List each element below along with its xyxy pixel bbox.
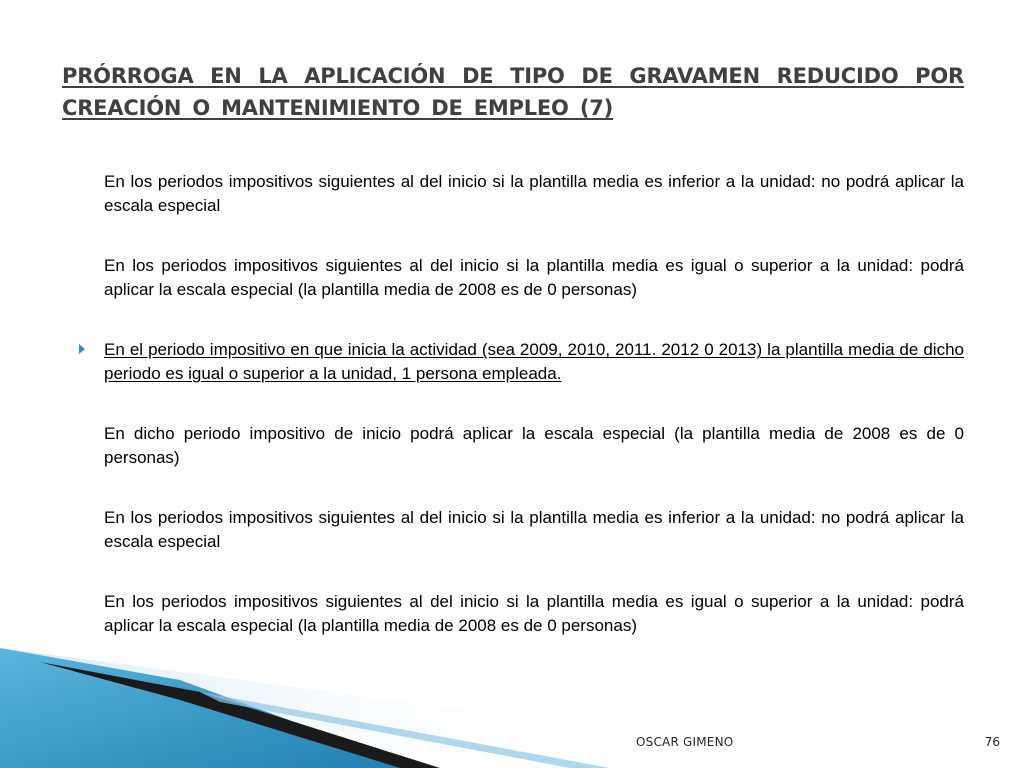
footer-page-number: 76 [984, 735, 1000, 749]
slide-body [104, 170, 964, 674]
paragraph-4 [104, 422, 964, 470]
footer-author: OSCAR GIMENO [636, 735, 734, 749]
paragraph-text: En los periodos impositivos siguientes al del inicio si la plantilla media es inferior a la unidad: no podrá aplicar la escala especial [104, 172, 964, 215]
arrow-bullet-icon [76, 339, 90, 359]
paragraph-text: En los periodos impositivos siguientes al del inicio si la plantilla media es igual o superior a la unidad: podrá aplicar la escala especial (la plantilla media de 2008 es de 0 personas) [104, 592, 964, 635]
paragraph-text: En los periodos impositivos siguientes al del inicio si la plantilla media es inferior a la unidad: no podrá aplicar la escala especial [104, 508, 964, 551]
paragraph-text: En el periodo impositivo en que inicia la actividad (sea 2009, 2010, 2011. 2012 0 2013) la plantilla media de dicho periodo es igual o superior a la unidad, 1 persona empleada. [104, 340, 964, 383]
paragraph-3-bulleted [104, 338, 964, 386]
paragraph-5 [104, 506, 964, 554]
paragraph-text: En dicho periodo impositivo de inicio podrá aplicar la escala especial (la plantilla media de 2008 es de 0 personas) [104, 424, 964, 467]
paragraph-6 [104, 590, 964, 638]
decorative-wave-graphic [0, 640, 620, 768]
paragraph-1 [104, 170, 964, 218]
slide-title: PRÓRROGA EN LA APLICACIÓN DE TIPO DE GRAVAMEN REDUCIDO POR CREACIÓN O MANTENIMIENTO DE EMPLEO (7) [62, 64, 964, 120]
paragraph-2 [104, 254, 964, 302]
paragraph-text: En los periodos impositivos siguientes al del inicio si la plantilla media es igual o superior a la unidad: podrá aplicar la escala especial (la plantilla media de 2008 es de 0 personas) [104, 256, 964, 299]
